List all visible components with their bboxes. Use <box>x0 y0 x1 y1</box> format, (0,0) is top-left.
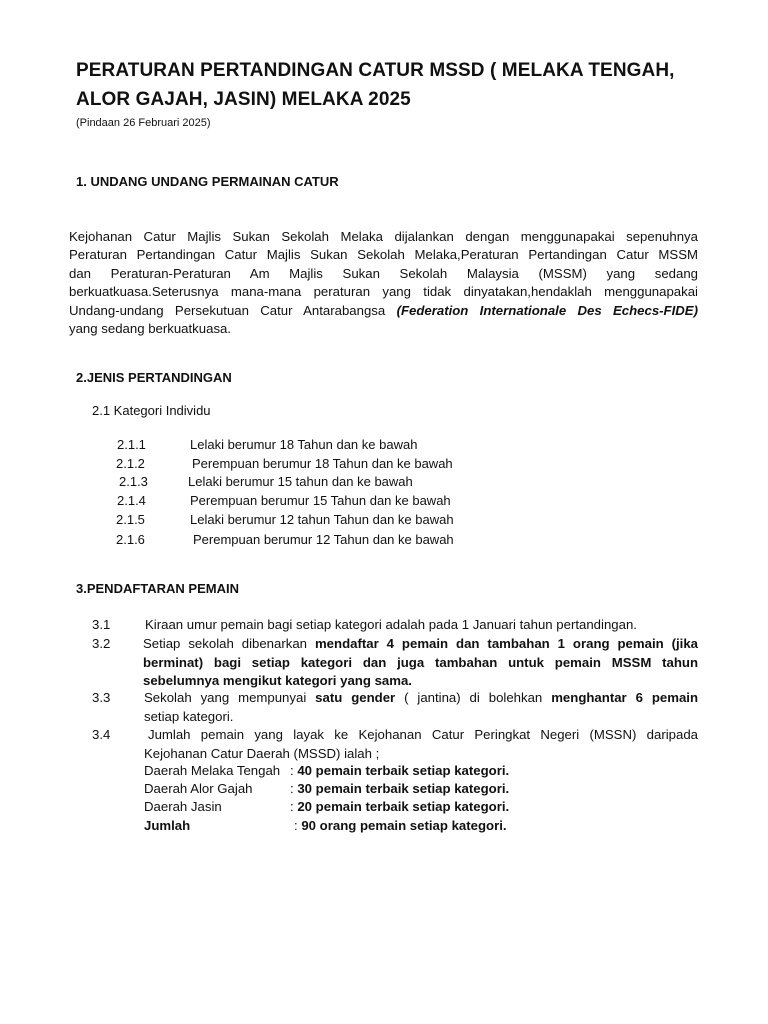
category-label: Perempuan berumur 18 Tahun dan ke bawah <box>192 456 453 471</box>
quota-district: Daerah Jasin <box>144 799 222 814</box>
quota-row <box>144 799 509 814</box>
quota-separator: : <box>290 763 294 778</box>
rule-text-bold: satu gender <box>315 690 396 705</box>
paragraph-line: yang sedang berkuatkuasa. <box>69 321 232 337</box>
quota-separator: : <box>290 781 294 796</box>
paragraph-line: dan Peraturan-Peraturan Am Majlis Sukan Sekolah Malaysia (MSSM) yang sedang <box>69 265 698 281</box>
rule-number: 3.4 <box>92 727 111 742</box>
rule-text <box>144 726 698 763</box>
section-1-paragraph <box>69 228 698 338</box>
rule-text-plain: Setiap sekolah dibenarkan <box>143 636 307 651</box>
quota-total-label: Jumlah <box>144 818 191 833</box>
rule-text-bold: sebelumnya mengikut kategori yang sama. <box>143 673 412 688</box>
quota-district: Daerah Melaka Tengah <box>144 763 281 778</box>
category-number: 2.1.6 <box>116 532 145 547</box>
category-number: 2.1.2 <box>116 456 145 471</box>
category-label: Lelaki berumur 18 Tahun dan ke bawah <box>190 437 418 452</box>
rule-text-bold: mendaftar 4 pemain dan tambahan 1 orang pemain (jika <box>314 636 699 651</box>
amendment-date: (Pindaan 26 Februari 2025) <box>76 117 211 129</box>
rule-number: 3.3 <box>92 690 111 705</box>
rule-line: Kejohanan Catur Daerah (MSSD) ialah ; <box>144 745 380 761</box>
rule-text <box>144 689 698 726</box>
category-number: 2.1.3 <box>119 474 148 489</box>
rule-line: setiap kategori. <box>144 708 234 724</box>
rule-3-4 <box>92 726 698 763</box>
paragraph-line: Peraturan Pertandingan Catur Majlis Sukan Sekolah Melaka,Peraturan Pertandingan Catur MSSM <box>69 247 698 263</box>
rule-line <box>143 672 698 691</box>
quota-value: 20 pemain terbaik setiap kategori. <box>297 799 510 814</box>
rule-text-plain: Sekolah yang mempunyai <box>144 690 307 705</box>
rule-text-bold: berminat) bagi setiap kategori dan juga tambahan untuk pemain MSSM tahun <box>143 654 698 670</box>
rule-line: Jumlah pemain yang layak ke Kejohanan Catur Peringkat Negeri (MSSN) daripada <box>148 727 698 742</box>
quota-row <box>144 818 507 833</box>
rule-3-1 <box>92 616 698 635</box>
category-label: Lelaki berumur 12 tahun Tahun dan ke bawah <box>190 512 454 527</box>
quota-value: 90 orang pemain setiap kategori. <box>301 818 507 833</box>
paragraph-text: Undang-undang Persekutuan Catur Antarabangsa <box>69 302 386 318</box>
quota-value: 40 pemain terbaik setiap kategori. <box>297 763 510 778</box>
category-number: 2.1.5 <box>116 512 145 527</box>
section-2-subheading: 2.1 Kategori Individu <box>92 403 211 418</box>
category-number: 2.1.4 <box>117 493 146 508</box>
quota-separator: : <box>290 799 294 814</box>
rule-line <box>144 689 698 708</box>
rule-text: Kiraan umur pemain bagi setiap kategori adalah pada 1 Januari tahun pertandingan. <box>145 617 637 632</box>
rule-text-bold: menghantar 6 pemain <box>551 690 699 705</box>
category-label: Lelaki berumur 15 tahun dan ke bawah <box>188 474 413 489</box>
paragraph-line: Kejohanan Catur Majlis Sukan Sekolah Melaka dijalankan dengan menggunapakai sepenuhnya <box>69 229 698 244</box>
fide-reference: (Federation Internationale Des Echecs-FIDE) <box>396 302 698 318</box>
paragraph-line <box>69 302 698 320</box>
rule-number: 3.1 <box>92 617 111 632</box>
document-title-line-2: ALOR GAJAH, JASIN) MELAKA 2025 <box>76 89 411 110</box>
quota-row <box>144 781 509 796</box>
category-number: 2.1.1 <box>117 437 146 452</box>
document-title-line-1: PERATURAN PERTANDINGAN CATUR MSSD ( MELAKA TENGAH, <box>76 60 675 81</box>
rule-text <box>143 635 698 691</box>
section-1-heading: 1. UNDANG UNDANG PERMAINAN CATUR <box>76 174 339 189</box>
section-2-heading: 2.JENIS PERTANDINGAN <box>76 370 232 385</box>
quota-value: 30 pemain terbaik setiap kategori. <box>297 781 510 796</box>
quota-separator: : <box>294 818 298 833</box>
rule-line <box>143 654 698 673</box>
rule-line <box>143 635 698 654</box>
rule-number: 3.2 <box>92 636 111 651</box>
rule-3-3 <box>92 689 698 726</box>
section-3-heading: 3.PENDAFTARAN PEMAIN <box>76 581 239 596</box>
rule-text-plain: ( jantina) di bolehkan <box>404 690 543 705</box>
quota-row <box>144 763 509 778</box>
category-label: Perempuan berumur 12 Tahun dan ke bawah <box>193 532 454 547</box>
category-label: Perempuan berumur 15 Tahun dan ke bawah <box>190 493 451 508</box>
quota-district: Daerah Alor Gajah <box>144 781 253 796</box>
rule-3-2 <box>92 635 698 691</box>
paragraph-line: berkuatkuasa.Seterusnya mana-mana peraturan yang tidak dinyatakan,hendaklah menggunapakai <box>69 284 698 300</box>
